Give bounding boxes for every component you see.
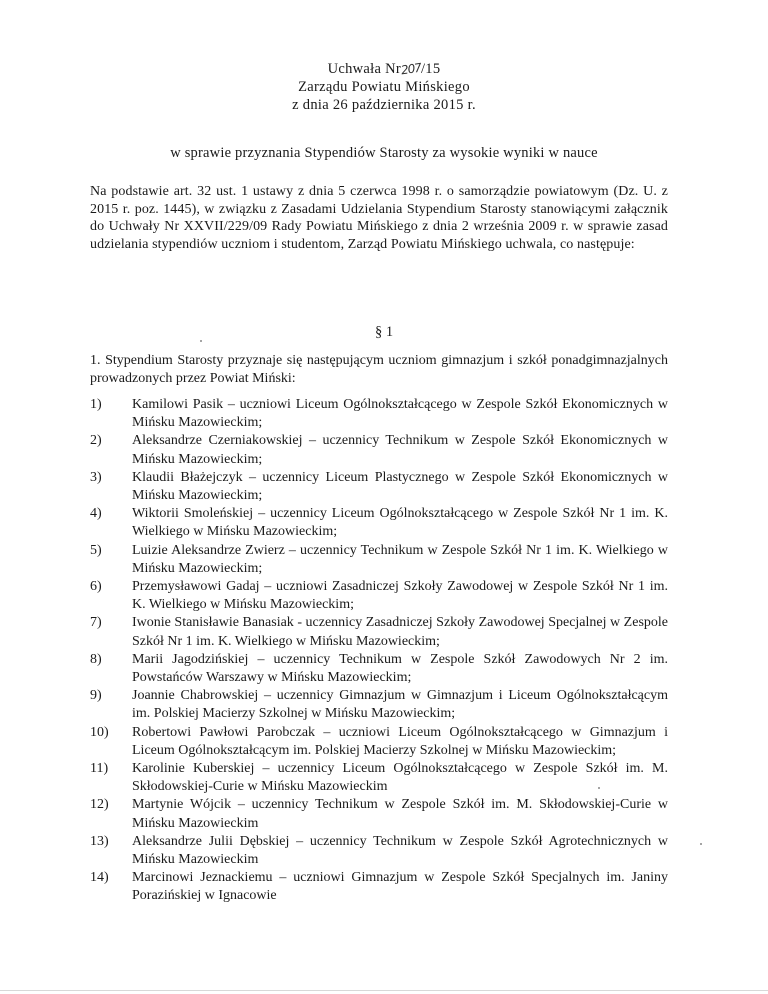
list-item: [90, 542, 668, 578]
list-item: [90, 760, 668, 796]
issuing-body: Zarządu Powiatu Mińskiego: [298, 79, 470, 95]
point-1-paragraph: 1. Stypendium Starosty przyznaje się następującym uczniom gimnazjum i szkół ponadgimnazjalnych prowadzonych przez Powiat Miński:: [90, 353, 668, 386]
list-item-number: 11): [90, 761, 109, 777]
resolution-subject: w sprawie przyznania Stypendiów Starosty za wysokie wyniki w nauce: [170, 145, 598, 161]
list-item: [90, 651, 668, 687]
list-item: [90, 833, 668, 869]
list-item: [90, 578, 668, 614]
list-item-text: Klaudii Błażejczyk – uczennicy Liceum Plastycznego w Zespole Szkół Ekonomicznych w Mińsku Mazowieckim;: [132, 469, 668, 504]
resolution-date: z dnia 26 października 2015 r.: [292, 97, 476, 113]
list-item: [90, 687, 668, 723]
list-item-number: 2): [90, 433, 102, 449]
resolution-header: [0, 60, 768, 114]
list-item-number: 4): [90, 506, 102, 522]
list-item: [90, 396, 668, 432]
list-item-text: Wiktorii Smoleńskiej – uczennicy Liceum Ogólnokształcącego w Zespole Szkół Nr 1 im. K. Wielkiego w Mińsku Mazowieckim;: [132, 506, 668, 540]
list-item-number: 6): [90, 579, 102, 595]
list-item-text: Marcinowi Jeznackiemu – uczniowi Gimnazjum w Zespole Szkół Specjalnych im. Janiny Porazińskiej w Ignacowie: [132, 870, 668, 904]
list-item-number: 8): [90, 651, 102, 667]
list-item-number: 9): [90, 688, 102, 704]
list-item-text: Robertowi Pawłowi Parobczak – uczniowi Liceum Ogólnokształcącego w Gimnazjum i Liceum Ogólnokształcącym im. Polskiej Macierzy Szkolnej w Mińsku Mazowieckim;: [132, 724, 668, 758]
scan-speck: [700, 843, 702, 845]
list-item: [90, 432, 668, 468]
handwritten-number: 207: [400, 60, 422, 78]
list-item-text: Iwonie Stanisławie Banasiak - uczennicy Zasadniczej Szkoły Zawodowej Specjalnej w Zespole Szkół Nr 1 im. K. Wielkiego w Mińsku Mazowieckim;: [132, 615, 668, 649]
list-item: [90, 614, 668, 650]
list-item: [90, 469, 668, 505]
list-item-text: Martynie Wójcik – uczennicy Technikum w Zespole Szkół im. M. Skłodowskiej-Curie w Mińsku Mazowieckim: [132, 797, 668, 831]
list-item-text: Joannie Chabrowskiej – uczennicy Gimnazjum w Gimnazjum i Liceum Ogólnokształcącym im. Polskiej Macierzy Szkolnej w Mińsku Mazowieckim;: [132, 688, 668, 722]
list-item: [90, 796, 668, 832]
recipients-list: [90, 396, 668, 906]
list-item-text: Karolinie Kuberskiej – uczennicy Liceum Ogólnokształcącego w Zespole Szkół im. M. Skłodowskiej-Curie w Mińsku Mazowieckim: [132, 761, 668, 795]
list-item-number: 14): [90, 870, 109, 886]
list-item: [90, 505, 668, 541]
section-heading: § 1: [374, 324, 394, 340]
scan-speck: [200, 340, 202, 342]
list-item-text: Kamilowi Pasik – uczniowi Liceum Ogólnokształcącego w Zespole Szkół Ekonomicznych w Mińsku Mazowieckim;: [132, 397, 668, 431]
list-item-number: 10): [90, 724, 109, 740]
scan-speck: [598, 787, 600, 789]
list-item-text: Aleksandrze Czerniakowskiej – uczennicy Technikum w Zespole Szkół Ekonomicznych w Mińsku Mazowieckim;: [132, 433, 668, 467]
list-item-text: Przemysławowi Gadaj – uczniowi Zasadniczej Szkoły Zawodowej w Zespole Szkół Nr 1 im. K. Wielkiego w Mińsku Mazowieckim;: [132, 579, 668, 613]
list-item-number: 12): [90, 797, 109, 813]
list-item: [90, 869, 668, 905]
list-item-number: 5): [90, 542, 102, 558]
list-item-number: 1): [90, 397, 102, 412]
list-item-text: Aleksandrze Julii Dębskiej – uczennicy Technikum w Zespole Szkół Agrotechnicznych w Mińsku Mazowieckim: [132, 833, 668, 868]
list-item: [90, 724, 668, 760]
list-item-number: 13): [90, 833, 109, 849]
list-item-text: Luizie Aleksandrze Zwierz – uczennicy Technikum w Zespole Szkół Nr 1 im. K. Wielkiego w Mińsku Mazowieckim;: [132, 542, 668, 576]
list-item-number: 3): [90, 469, 102, 485]
resolution-number: Uchwała Nr207/15: [327, 60, 441, 78]
scan-edge: [0, 990, 768, 991]
list-item-number: 7): [90, 615, 102, 631]
legal-basis-paragraph: Na podstawie art. 32 ust. 1 ustawy z dnia 5 czerwca 1998 r. o samorządzie powiatowym (Dz. U. z 2015 r. poz. 1445), w związku z Zasadami Udzielania Stypendium Starosty stanowiącymi załącznik do Uchwały Nr XXVII/229/09 Rady Powiatu Mińskiego z dnia 2 września 2009 r. w sprawie zasad udzielania stypendiów uczniom i studentom, Zarząd Powiatu Mińskiego uchwala, co następuje:: [90, 184, 668, 252]
list-item-text: Marii Jagodzińskiej – uczennicy Technikum w Zespole Szkół Zawodowych Nr 2 im. Powstańców Warszawy w Mińsku Mazowieckim;: [132, 651, 668, 686]
